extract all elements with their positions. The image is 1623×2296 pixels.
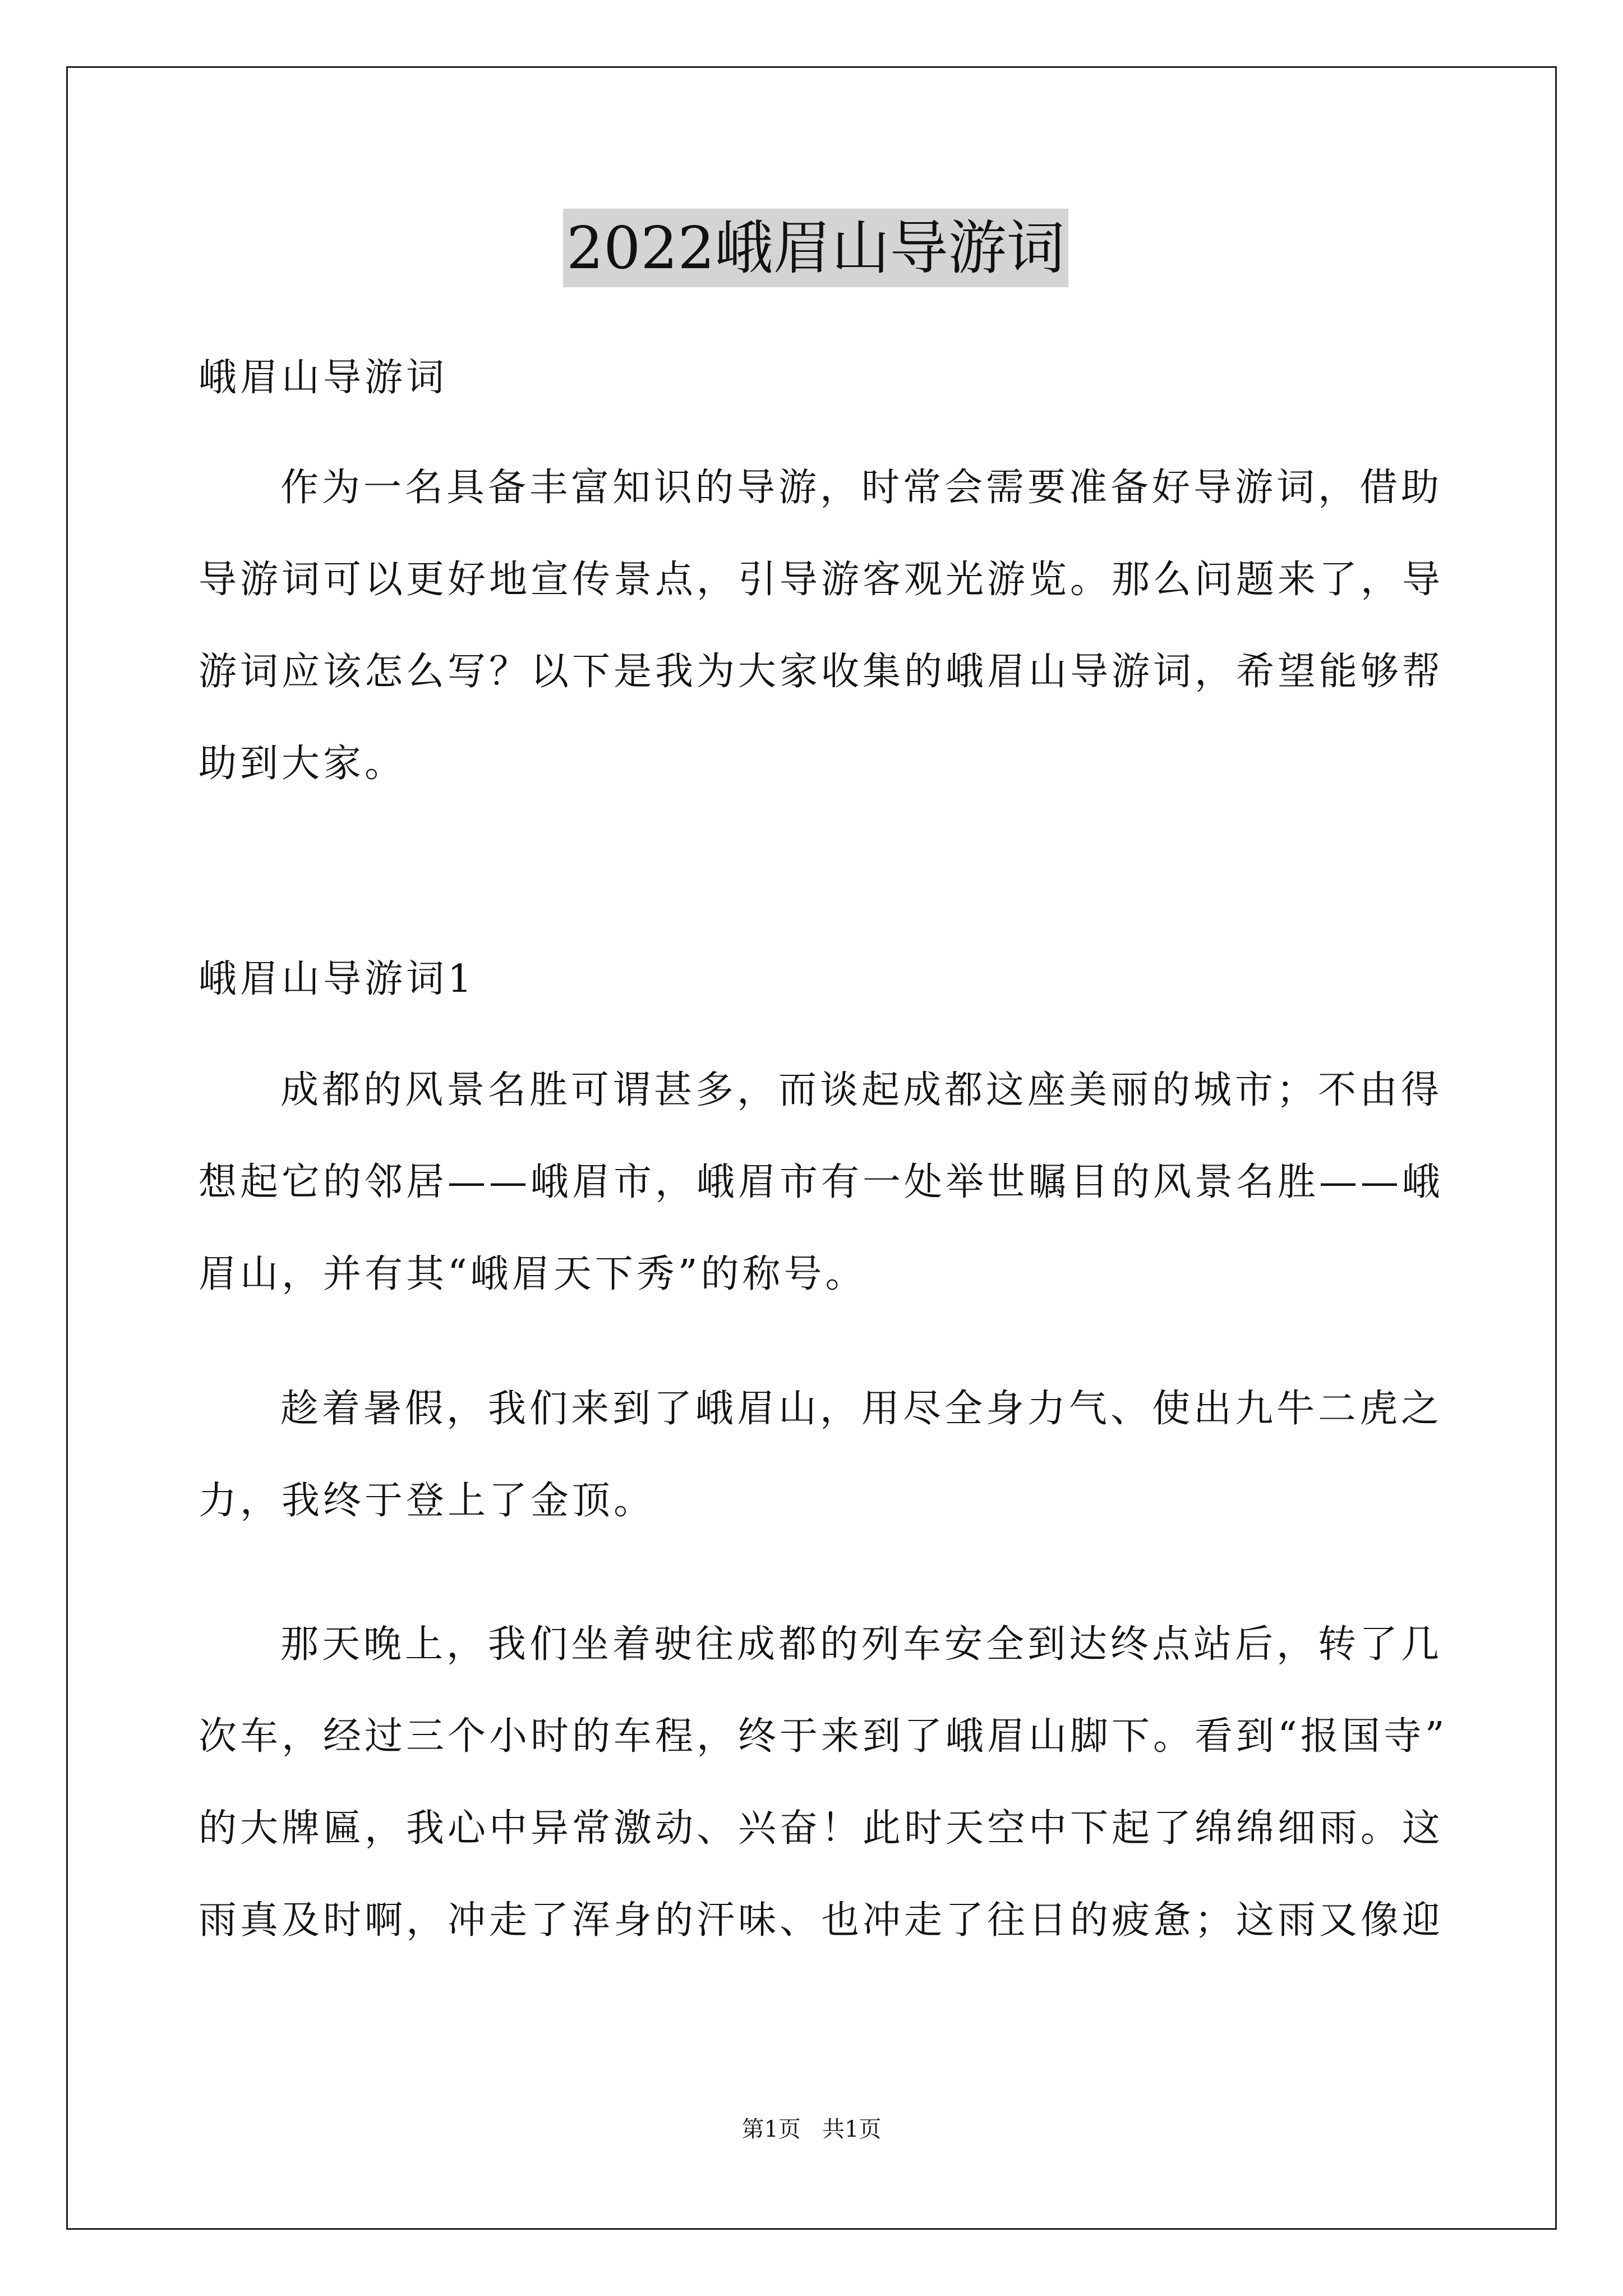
paragraph-3 <box>199 1599 1448 1967</box>
text-line: 趁着暑假，我们来到了峨眉山，用尽全身力气、使出九牛二虎之 <box>280 1387 1443 1431</box>
text-line: 游词应该怎么写？以下是我为大家收集的峨眉山导游词，希望能够帮 <box>199 650 1444 694</box>
text-line: 的大牌匾，我心中异常激动、兴奋！此时天空中下起了绵绵细雨。这 <box>199 1806 1444 1851</box>
text-line: 作为一名具备丰富知识的导游，时常会需要准备好导游词，借助 <box>280 466 1443 510</box>
text-line: 成都的风景名胜可谓甚多，而谈起成都这座美丽的城市；不由得 <box>280 1068 1443 1112</box>
text-line: 次车，经过三个小时的车程，终于来到了峨眉山脚下。看到“报国寺” <box>199 1714 1448 1759</box>
intro-paragraph <box>199 442 1444 810</box>
section-heading: 峨眉山导游词1 <box>199 957 476 1001</box>
paragraph-1 <box>199 1045 1444 1320</box>
text-line: 助到大家。 <box>199 742 407 786</box>
text-line: 力，我终于登上了金顶。 <box>199 1479 656 1523</box>
paragraph-2 <box>199 1363 1443 1547</box>
text-line: 想起它的邻居——峨眉市，峨眉市有一处举世瞩目的风景名胜——峨 <box>199 1160 1444 1204</box>
text-line: 那天晚上，我们坐着驶往成都的列车安全到达终点站后，转了几 <box>280 1622 1443 1667</box>
text-line: 导游词可以更好地宣传景点，引导游客观光游览。那么问题来了，导 <box>199 558 1444 602</box>
text-line: 雨真及时啊，冲走了浑身的汗味、也冲走了往日的疲惫；这雨又像迎 <box>199 1898 1444 1943</box>
page-footer: 第1页 共1页 <box>741 2116 882 2142</box>
intro-heading: 峨眉山导游词 <box>199 356 448 400</box>
document-title: 2022峨眉山导游词 <box>563 209 1068 287</box>
text-line: 眉山，并有其“峨眉天下秀”的称号。 <box>199 1252 867 1296</box>
